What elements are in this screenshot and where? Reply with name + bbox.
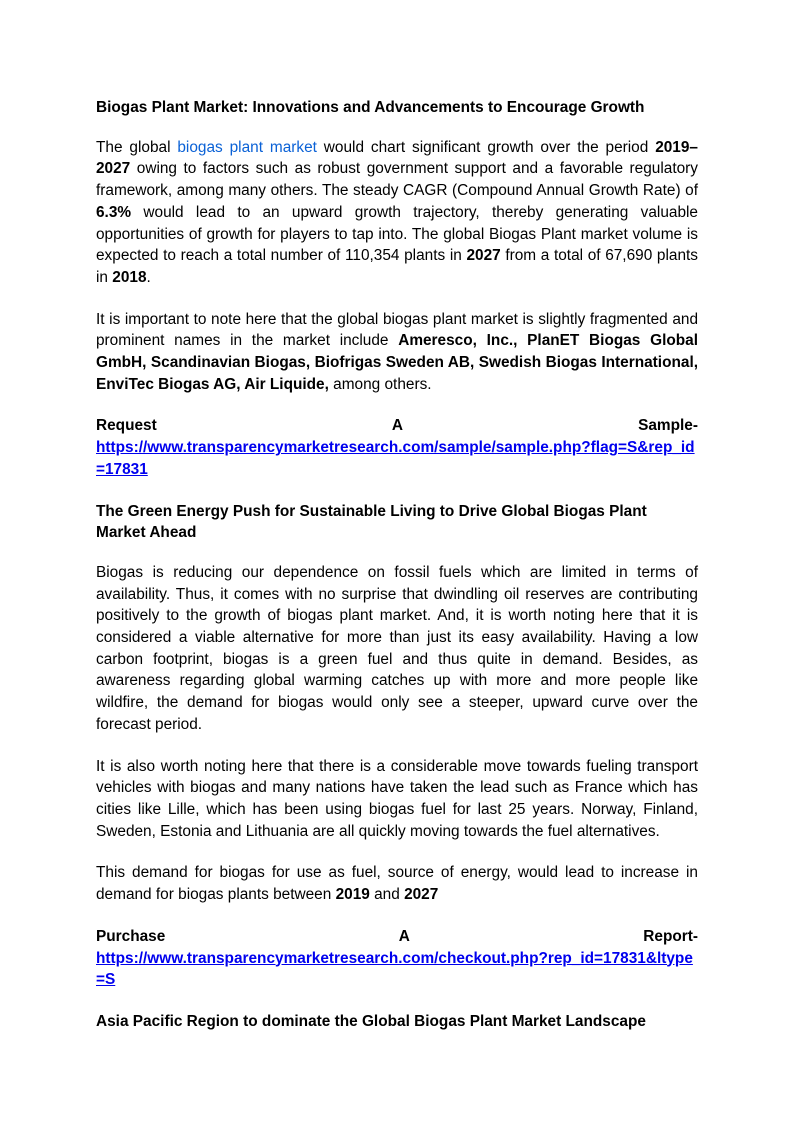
text: This demand for biogas for use as fuel, source of energy, would lead to increase in demand for biogas plants between (96, 864, 698, 904)
purchase-report-block (96, 926, 698, 991)
paragraph-market-overview (96, 137, 698, 289)
heading-green-energy: The Green Energy Push for Sustainable Living to Drive Global Biogas Plant Market Ahead (96, 502, 647, 542)
document-page (96, 97, 698, 1051)
text: would chart significant growth over the period (316, 138, 656, 156)
text: owing to factors such as robust government support and a favorable regulatory framework, among many others. The steady CAGR (Compound Annual Growth Rate) of (96, 160, 698, 200)
word: Sample- (638, 417, 698, 435)
text: among others. (328, 375, 432, 393)
text: . (146, 268, 151, 286)
text: and (369, 886, 405, 904)
request-sample-block (96, 415, 698, 480)
bold-text: 6.3% (96, 203, 132, 221)
biogas-plant-market-link[interactable]: biogas plant market (177, 138, 317, 156)
bold-text: 2019–2027 (96, 138, 698, 178)
text: from a total of 67,690 plants in (96, 247, 698, 286)
bold-text: 2027 (404, 886, 439, 904)
word: A (391, 417, 403, 435)
word: Purchase (96, 927, 166, 945)
heading-innovations: Biogas Plant Market: Innovations and Advancements to Encourage Growth (96, 99, 645, 116)
text: The global (96, 138, 178, 156)
word: Request (96, 417, 157, 435)
company-names: Ameresco, Inc., PlanET Biogas Global GmbH, Scandinavian Biogas, Biofrigas Sweden AB, Swedish Biogas International, EnviTec Biogas AG, Air Liquide, (96, 332, 698, 393)
word: Report- (643, 927, 698, 945)
purchase-report-label (96, 926, 698, 948)
request-sample-label (96, 415, 698, 437)
paragraph-fossil-fuels: Biogas is reducing our dependence on fossil fuels which are limited in terms of availability. Thus, it comes with no surprise that dwindling oil reserves are contributing positively to the growth of biogas plant market. And, it is worth noting here that it is considered a viable alternative for more than just its easy availability. Having a low carbon footprint, biogas is a green fuel and thus quite in demand. Besides, as awareness regarding global warming catches up with more and more people like wildfire, the demand for biogas would only see a steeper, upward curve over the forecast period. (96, 563, 698, 733)
paragraph-key-players (96, 309, 698, 396)
bold-text: 2018 (112, 268, 147, 286)
bold-text: 2019 (335, 886, 370, 904)
bold-text: 2027 (466, 247, 501, 265)
sample-url-link[interactable]: https://www.transparencymarketresearch.com/sample/sample.php?flag=S&rep_id=17831 (96, 439, 695, 478)
purchase-url-link[interactable]: https://www.transparencymarketresearch.com/checkout.php?rep_id=17831&ltype=S (96, 949, 693, 989)
word: A (398, 927, 410, 945)
paragraph-demand (96, 862, 698, 905)
text: It is important to note here that the global biogas plant market is slightly fragmented and prominent names in the market include (96, 310, 698, 350)
text: would lead to an upward growth trajectory, thereby generating valuable opportunities of growth for players to tap into. The global Biogas Plant market volume is expected to reach a total number of 110,354 plants in (96, 203, 698, 265)
paragraph-transport: It is also worth noting here that there is a considerable move towards fueling transport vehicles with biogas and many nations have taken the lead such as France which has cities like Lille, which has been using biogas fuel for last 25 years. Norway, Finland, Sweden, Estonia and Lithuania are all quickly moving towards the fuel alternatives. (96, 757, 698, 840)
heading-asia-pacific: Asia Pacific Region to dominate the Global Biogas Plant Market Landscape (96, 1012, 646, 1030)
